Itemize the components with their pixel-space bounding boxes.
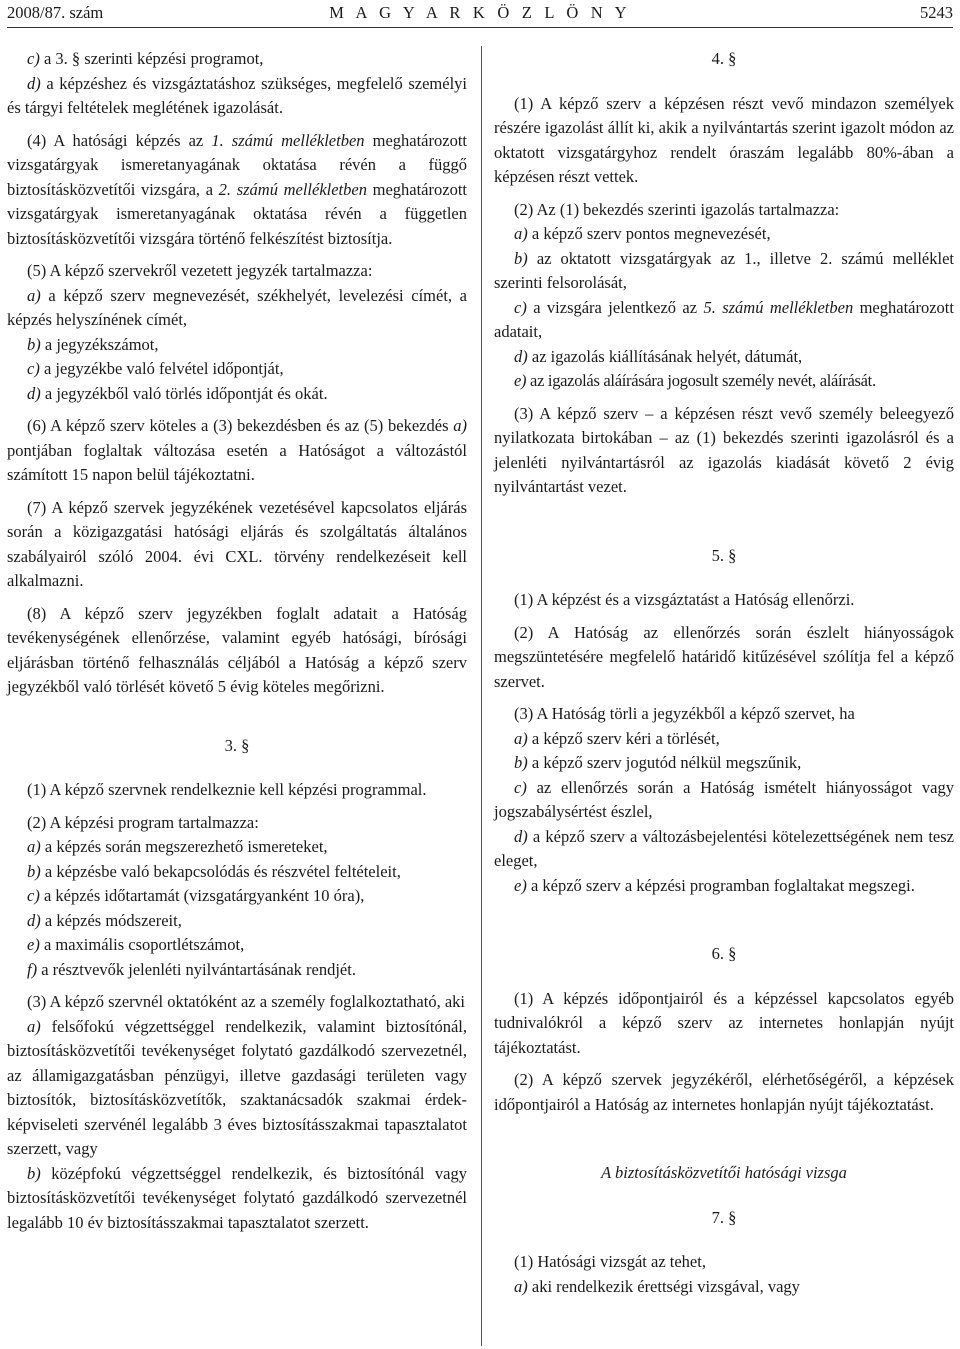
paragraph: (1) A képzés időpontjairól és a képzéssel kapcsolatos egyéb tudnivalókról a képző szerv az internetes honlapján nyújt tájékoztatást. [494, 988, 954, 1057]
subsection-title: A biztosításközvetítői hatósági vizsga [601, 1163, 847, 1182]
list-item: c) a jegyzékbe való felvétel időpontját, [27, 359, 284, 378]
paragraph: (1) A képző szervnek rendelkeznie kell képzési programmal. [27, 780, 427, 799]
section-heading: 4. § [711, 49, 737, 68]
paragraph: (1) Hatósági vizsgát az tehet, [514, 1252, 706, 1271]
list-item: a) felsőfokú végzettséggel rendelkezik, valamint biztosítónál, biztosításközvetítői tevékenységet folytató gazdálkodó szervezetnél, az államigazgatásban pénzügyi, illetve gazdasági területen vagy biztosítók, biztosításközvetítők, szaktanácsadók szakmai érdek-képviseleti szervénél legalább 3 éves biztosításszakmai tapasztalatot szerzett, vagy [7, 1016, 467, 1158]
paragraph: (3) A képző szerv – a képzésen részt vevő személy beleegyező nyilatkozata birtokában – az (1) bekezdés szerinti igazolásról és a jelenléti nyilvántartásról az igazolás kiadását követő 2 évig nyilvántartást vezet. [494, 403, 954, 496]
right-column [494, 47, 954, 1299]
list-item: d) a jegyzékből való törlés időpontját és okát. [27, 383, 328, 403]
list-item: c) az ellenőrzés során a Hatóság ismételt hiányosságot vagy jogszabálysértést észlel, [494, 777, 954, 821]
list-item: a) aki rendelkezik érettségi vizsgával, vagy [514, 1276, 800, 1296]
section-heading: 3. § [224, 735, 250, 755]
list-item: b) a képzésbe való bekapcsolódás és részvétel feltételeit, [27, 861, 401, 881]
paragraph: (7) A képző szervek jegyzékének vezetésével kapcsolatos eljárás során a közigazgatási hatósági eljárás és szolgáltatás általános szabályairól szóló 2004. évi CXL. törvény rendelkezéseit kell alkalmazni. [7, 497, 467, 590]
list-item: d) az igazolás kiállításának helyét, dátumát, [514, 346, 803, 366]
paragraph: (2) A képző szervek jegyzékéről, elérhetőségéről, a képzések időpontjairól a Hatóság az internetes honlapján nyújt tájékoztatást. [494, 1070, 954, 1114]
paragraph: (5) A képző szervekről vezetett jegyzék tartalmazza: [27, 261, 373, 280]
list-item: f) a résztvevők jelenléti nyilvántartásának rendjét. [27, 959, 356, 979]
list-item: c) a képzés időtartamát (vizsgatárgyanként 10 óra), [27, 886, 365, 905]
column-divider [481, 46, 482, 1346]
list-item: b) az oktatott vizsgatárgyak az 1., illetve 2. számú melléklet szerinti felsorolását, [494, 248, 954, 292]
list-item: a) a képző szerv kéri a törlését, [514, 728, 720, 748]
paragraph: (2) Az (1) bekezdés szerinti igazolás tartalmazza: [514, 199, 840, 219]
list-item: e) az igazolás aláírására jogosult személy nevét, aláírását. [514, 371, 876, 390]
left-column [7, 47, 467, 1235]
paragraph: (1) A képző szerv a képzésen részt vevő mindazon személyek részére igazolást állít ki, akik a nyilvántartás szerint igazolt módon az oktatott vizsgatárgyhoz rendelt óraszám legalább 80%-ában a képzésen részt vettek. [494, 93, 954, 186]
list-item: d) a képzés módszereit, [27, 910, 182, 930]
list-item: a) a képző szerv pontos megnevezését, [514, 224, 771, 243]
list-item: a) a képzés során megszerezhető ismereteket, [27, 837, 328, 856]
list-item: e) a képző szerv a képzési programban foglaltakat megszegi. [514, 875, 915, 895]
section-heading: 7. § [711, 1207, 737, 1227]
paragraph: (1) A képzést és a vizsgáztatást a Hatóság ellenőrzi. [514, 590, 855, 609]
list-item: b) a képző szerv jogutód nélkül megszűnik, [514, 753, 802, 772]
section-heading: 6. § [711, 944, 737, 963]
paragraph: (2) A Hatóság az ellenőrzés során észlelt hiányosságok megszüntetésére megfelelő határidő kitűzésével szólítja fel a képző szervet. [494, 622, 954, 691]
list-item: e) a maximális csoportlétszámot, [27, 935, 245, 954]
list-item: d) a képző szerv a változásbejelentési kötelezettségének nem tesz eleget, [494, 826, 954, 870]
paragraph: (3) A képző szervnél oktatóként az a személy foglalkoztatható, aki [27, 992, 465, 1011]
paragraph: (2) A képzési program tartalmazza: [27, 812, 259, 832]
list-item: d) a képzéshez és vizsgáztatáshoz szükséges, megfelelő személyi és tárgyi feltételek meglétének igazolását. [7, 73, 467, 117]
issue-number: 2008/87. szám [7, 3, 104, 22]
list-item: b) a jegyzékszámot, [27, 334, 159, 354]
paragraph: (3) A Hatóság törli a jegyzékből a képző szervet, ha [514, 704, 855, 723]
page-number: 5243 [920, 3, 953, 22]
paragraph: (8) A képző szerv jegyzékben foglalt adatait a Hatóság tevékenységének ellenőrzése, valamint egyéb hatósági, bírósági eljárásban történő felhasználás céljából a Hatóság a képző szerv jegyzékből való törlését követő 5 évig köteles megőrizni. [7, 603, 467, 696]
list-item: c) a vizsgára jelentkező az 5. számú mellékletben meghatározott adatait, [494, 297, 954, 341]
section-heading: 5. § [711, 545, 737, 565]
list-item: c) a 3. § szerinti képzési programot, [27, 49, 264, 68]
paragraph: (6) A képző szerv köteles a (3) bekezdésben és az (5) bekezdés a) pontjában foglaltak változása esetén a Hatóságot a változástól számított 15 napon belül tájékoztatni. [7, 416, 467, 484]
list-item: a) a képző szerv megnevezését, székhelyét, levelezési címét, a képzés helyszínének címét, [7, 285, 467, 329]
list-item: b) középfokú végzettséggel rendelkezik, és biztosítónál vagy biztosításközvetítői tevékenységet folytató gazdálkodó szervezetnél legalább 10 év biztosításszakmai tapasztalatot szerzett. [7, 1163, 467, 1232]
journal-title: M A G Y A R K Ö Z L Ö N Y [329, 3, 631, 22]
page-header [7, 1, 953, 28]
paragraph: (4) A hatósági képzés az 1. számú mellékletben meghatározott vizsgatárgyak ismeretanyagának oktatása révén a függő biztosításközvetítői vizsgára, a 2. számú mellékletben meghatározott vizsgatárgyak ismeretanyagának oktatása révén a független biztosításközvetítői vizsgára történő felkészítést biztosítja. [7, 130, 467, 248]
